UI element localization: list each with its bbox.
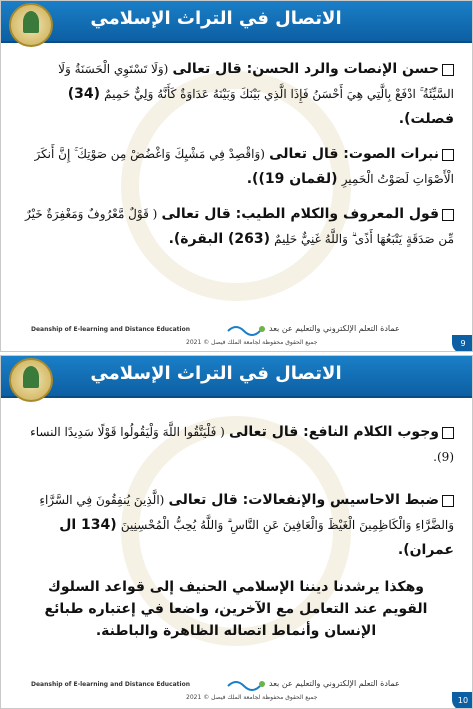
university-logo — [9, 358, 53, 402]
bullet-heading: قول المعروف والكلام الطيب: قال تعالى — [161, 206, 439, 222]
bullet-heading: حسن الإنصات والرد الحسن: قال تعالى — [172, 61, 439, 77]
page-number: 10 — [452, 692, 473, 709]
slide-header — [1, 356, 473, 398]
verse-reference: (134 ال عمران). — [59, 517, 454, 558]
verse-reference: (263) البقرة). — [168, 231, 271, 247]
slide-body — [24, 420, 454, 563]
university-logo — [9, 3, 53, 47]
bullet-item — [24, 57, 454, 132]
bullet-item — [24, 142, 454, 192]
page-number: 9 — [452, 335, 473, 352]
footer-copyright: جميع الحقوق محفوظة لجامعة الملك فيصل © 2021 — [186, 694, 318, 701]
bullet-item — [24, 420, 454, 470]
deanship-logo-icon — [226, 321, 266, 337]
slide-title: الاتصال في التراث الإسلامي — [90, 8, 342, 29]
quran-verse: ( فَلْيَتَّقُوا اللَّهَ وَلْيَقُولُوا قَوْلًا سَدِيدًا النساء (9). — [30, 425, 454, 464]
quran-verse: (الَّذِينَ يُنفِقُونَ فِي السَّرَّاءِ وَالضَّرَّاءِ وَالْكَاظِمِينَ الْغَيْظَ وَالْعَافِينَ عَنِ النَّاسِ ۗ وَاللَّهُ يُحِبُّ الْمُحْسِنِينَ — [39, 493, 454, 532]
palm-emblem-icon — [23, 11, 39, 33]
footer-deanship-ar: عمادة التعلم الإلكتروني والتعليم عن بعد — [269, 679, 400, 688]
quran-verse: ( قَوْلٌ مَّعْرُوفٌ وَمَغْفِرَةٌ خَيْرٌ مِّن صَدَقَةٍ يَتْبَعُهَا أَذًى ۗ وَاللَّهُ غَنِيٌّ حَلِيمٌ — [25, 207, 454, 246]
bullet-heading: ضبط الاحاسيس والإنفعالات: قال تعالى — [168, 492, 439, 508]
slide-title: الاتصال في التراث الإسلامي — [90, 363, 342, 384]
slide-header — [1, 1, 473, 43]
verse-reference: (لقمان 19)). — [246, 171, 338, 187]
deanship-logo-icon — [226, 676, 266, 692]
palm-emblem-icon — [23, 366, 39, 388]
bullet-heading: وجوب الكلام النافع: قال تعالى — [229, 424, 439, 440]
slide-9 — [0, 0, 473, 352]
footer-deanship-ar: عمادة التعلم الإلكتروني والتعليم عن بعد — [269, 324, 400, 333]
bullet-heading: نبرات الصوت: قال تعالى — [269, 146, 439, 162]
slide-10 — [0, 355, 473, 709]
bullet-item — [24, 488, 454, 563]
checkbox-bullet-icon — [442, 427, 454, 439]
quran-verse: (وَلَا تَسْتَوِي الْحَسَنَةُ وَلَا السَّيِّئَةُ ۚ ادْفَعْ بِالَّتِي هِيَ أَحْسَنُ فَإِذَا الَّذِي بَيْنَكَ وَبَيْنَهُ عَدَاوَةٌ كَأَنَّهُ وَلِيٌّ حَمِيمٌ — [58, 62, 454, 101]
bullet-item — [24, 202, 454, 252]
checkbox-bullet-icon — [442, 209, 454, 221]
footer-deanship-en: Deanship of E-learning and Distance Education — [31, 326, 190, 333]
verse-reference: (34) فصلت). — [67, 86, 454, 127]
footer-deanship-en: Deanship of E-learning and Distance Education — [31, 681, 190, 688]
checkbox-bullet-icon — [442, 495, 454, 507]
slide-body — [24, 57, 454, 252]
closing-paragraph: وهكذا يرشدنا ديننا الإسلامي الحنيف إلى قواعد السلوك القويم عند التعامل مع الآخرين، واضعا في إعتباره طبائع الإنسان وأنماط اتصاله الظاهرة والباطنة. — [44, 579, 428, 639]
quran-verse: (وَاقْصِدْ فِي مَشْيِكَ وَاغْضُضْ مِن صَوْتِكَ ۚ إِنَّ أَنكَرَ الْأَصْوَاتِ لَصَوْتُ الْحَمِيرِ — [34, 147, 454, 186]
checkbox-bullet-icon — [442, 64, 454, 76]
footer-copyright: جميع الحقوق محفوظة لجامعة الملك فيصل © 2021 — [186, 339, 318, 346]
checkbox-bullet-icon — [442, 149, 454, 161]
